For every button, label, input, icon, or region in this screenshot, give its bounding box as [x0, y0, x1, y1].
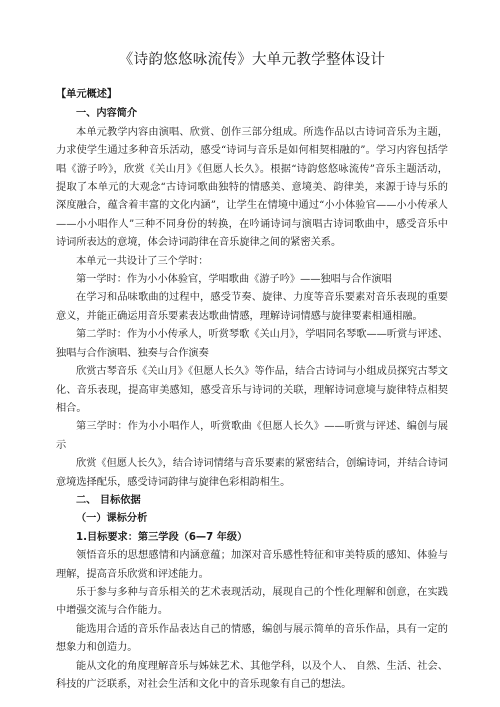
section-heading-content-intro: 一、内容简介: [76, 108, 138, 120]
unit-overview-label: 【单元概述】: [56, 89, 118, 100]
paragraph-lesson-2: 第二学时：作为小小传承人，听赏琴歌《关山月》，学唱同名琴歌——听赏与评述、独唱与合作演唱、独奏与合作演奏: [56, 329, 448, 359]
item-heading-goal-requirements: 1.目标要求：第三学段（6—7 年级）: [76, 531, 248, 543]
paragraph-lesson-2-detail: 欣赏古琴音乐《关山月》《但愿人长久》等作品，结合古诗词与小组成员探究古琴文化、音乐表现，提高审美感知，感受音乐与诗词的关联，理解诗词意境与旋律特点相契相合。: [56, 366, 448, 414]
paragraph-lesson-1-detail: 在学习和品味歌曲的过程中，感受节奏、旋律、力度等音乐要素对音乐表现的重要意义，并能正确运用音乐要素表达歌曲情感，理解诗词情感与旋律要素相通相融。: [56, 292, 448, 322]
paragraph-goal-2: 乐于参与多种与音乐相关的艺术表现活动，展现自己的个性化理解和创意，在实践中增强交流与合作能力。: [56, 586, 448, 617]
document-title: 《诗韵悠悠咏流传》大单元教学整体设计: [118, 52, 386, 68]
paragraph-lesson-1: 第一学时：作为小小体验官，学唱歌曲《游子吟》——独唱与合作演唱: [76, 274, 392, 286]
paragraph-goal-3: 能选用合适的音乐作品表达自己的情感，编创与展示简单的音乐作品，具有一定的想象力和创造力。: [56, 623, 448, 654]
paragraph-intro: 本单元教学内容由演唱、欣赏、创作三部分组成。所选作品以古诗词音乐为主题，力求使学生通过多种音乐活动，感受“诗词与音乐是如何相契相融的”。学习内容包括学唱《游子吟》，欣赏《关山月》《但愿人长久》。根据“诗韵悠悠咏流传”音乐主题活动，提取了本单元的大观念“古诗词歌曲独特的情感美、意境美、韵律美，来源于诗与乐的深度融合，蕴含着丰富的文化内涵”，让学生在情境中通过“小小体验官——小小传承人——小小唱作人”三种不同身份的转换，在吟诵诗词与演唱古诗词歌曲中，感受音乐中诗词所表达的意境，体会诗词韵律在音乐旋律之间的紧密关系。: [56, 126, 448, 249]
paragraph-goal-1: 领悟音乐的思想感情和内涵意蕴；加深对音乐感性特征和审美特质的感知、体验与理解，提高音乐欣赏和评述能力。: [56, 550, 448, 580]
paragraph-lessons-count: 本单元一共设计了三个学时：: [76, 255, 209, 267]
paragraph-goal-4: 能从文化的角度理解音乐与姊妹艺术、其他学科，以及个人、 自然、生活、社会、科技的广泛联系，对社会生活和文化中的音乐现象有自己的想法。: [56, 660, 448, 690]
paragraph-lesson-3-detail: 欣赏《但愿人长久》，结合诗词情绪与音乐要素的紧密结合，创编诗词，并结合诗词意境选择配乐，感受诗词韵律与旋律色彩相韵相生。: [56, 458, 448, 488]
section-heading-goal-basis: 二、 目标依据: [76, 494, 141, 506]
subsection-heading-curriculum: （一）课标分析: [76, 513, 148, 525]
document-body: [56, 86, 448, 694]
paragraph-lesson-3: 第三学时：作为小小唱作人，听赏歌曲《但愿人长久》——听赏与评述、编创与展示: [56, 421, 448, 451]
